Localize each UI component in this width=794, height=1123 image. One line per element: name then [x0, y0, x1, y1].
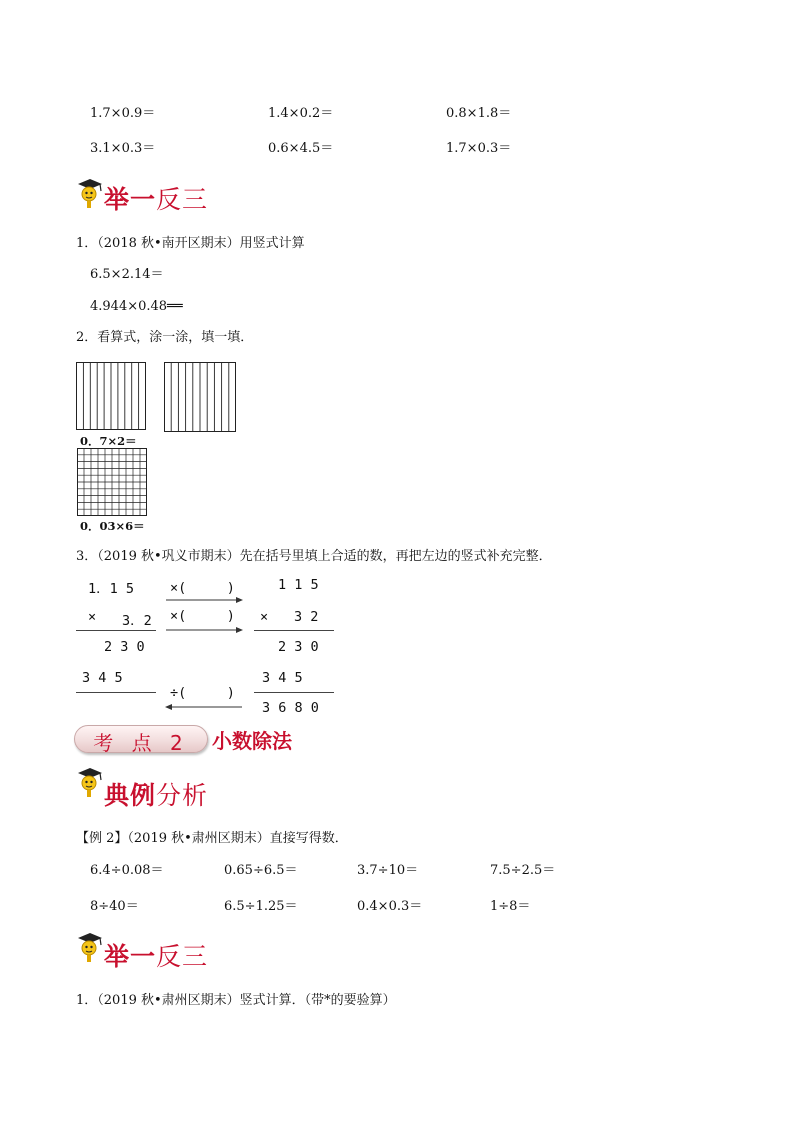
arrow-right-icon	[166, 622, 244, 638]
left-multiply-sign: ×	[88, 609, 97, 625]
scholar-mascot-icon	[74, 178, 104, 214]
op-multiply-1: ×( )	[170, 580, 235, 596]
left-row4: 3 4 5	[82, 670, 123, 686]
calc-item: 1.7×0.9＝	[90, 106, 156, 121]
figure-1-label: 0．7×2＝	[80, 434, 137, 448]
section-title-example: 典例分析	[104, 781, 209, 810]
question-1-label: 1．（2018 秋•南开区期末）用竖式计算	[76, 236, 305, 251]
grid-square-figure	[77, 448, 147, 520]
figure-2-label: 0．03×6＝	[80, 519, 145, 533]
striped-square-figure	[76, 362, 146, 434]
right-row2: 3 2	[294, 609, 319, 625]
left-row2: 3．2	[122, 613, 152, 629]
right-row3: 2 3 0	[278, 639, 319, 655]
right-row4: 3 4 5	[262, 670, 303, 686]
calc-item: 0.6×4.5＝	[268, 141, 334, 156]
section-title-practice: 举一反三	[104, 185, 209, 214]
calc-item: 7.5÷2.5＝	[490, 863, 556, 878]
kaodian-title: 小数除法	[212, 729, 292, 753]
calc-item: 1.7×0.3＝	[446, 141, 512, 156]
calc-item: 0.4×0.3＝	[357, 899, 423, 914]
calc-item: 6.5÷1.25＝	[224, 899, 298, 914]
calc-item: 4.944×0.48══	[90, 299, 183, 314]
calc-item: 6.5×2.14＝	[90, 267, 164, 282]
left-row1: 1．1 5	[88, 581, 135, 597]
striped-square-figure	[164, 362, 236, 436]
left-row3: 2 3 0	[104, 639, 145, 655]
right-row5: 3 6 8 0	[262, 700, 319, 716]
scholar-mascot-icon	[74, 932, 104, 968]
op-divide: ÷( )	[170, 685, 235, 701]
question-3-label: 3．（2019 秋•巩义市期末）先在括号里填上合适的数，再把左边的竖式补充完整．	[76, 549, 552, 564]
calc-item: 3.1×0.3＝	[90, 141, 156, 156]
scholar-mascot-icon	[74, 767, 104, 803]
section-title-practice-2: 举一反三	[104, 942, 209, 971]
calc-item: 6.4÷0.08＝	[90, 863, 164, 878]
right-row1: 1 1 5	[278, 577, 319, 593]
calc-item: 8÷40＝	[90, 899, 139, 914]
example-2-label: 【例 2】（2019 秋•肃州区期末）直接写得数．	[76, 831, 348, 846]
arrow-left-icon	[164, 699, 242, 715]
question-last-label: 1．（2019 秋•肃州区期末）竖式计算．（带*的要验算）	[76, 993, 396, 1008]
calc-item: 1÷8＝	[490, 899, 531, 914]
kaodian-badge	[74, 725, 208, 753]
right-multiply-sign: ×	[260, 609, 269, 625]
vertical-calc-figure	[76, 575, 338, 717]
question-2-label: 2．看算式，涂一涂，填一填．	[76, 330, 254, 345]
calc-item: 3.7÷10＝	[357, 863, 419, 878]
calc-item: 0.8×1.8＝	[446, 106, 512, 121]
calc-item: 0.65÷6.5＝	[224, 863, 298, 878]
op-multiply-2: ×( )	[170, 608, 235, 624]
calc-item: 1.4×0.2＝	[268, 106, 334, 121]
kaodian-badge-label: 考 点 2	[93, 731, 189, 755]
